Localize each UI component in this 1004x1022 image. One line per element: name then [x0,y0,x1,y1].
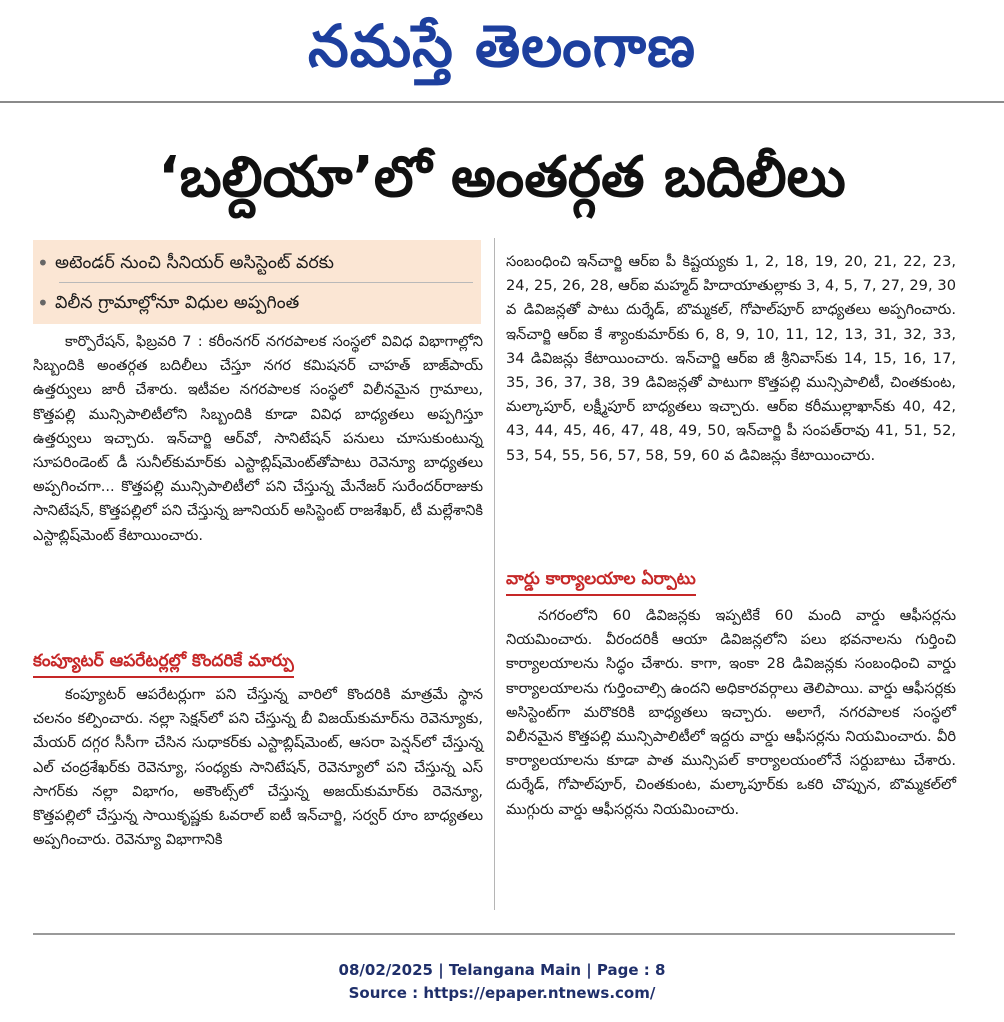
body-column-right-bottom [506,604,956,822]
body-paragraph: కంప్యూటర్ ఆపరేటర్లుగా పని చేస్తున్న వారిలో కొందరికి మాత్రమే స్థాన చలనం కల్పించారు. నల్లా సెక్షన్‌లో పని చేస్తున్న బీ విజయ్‌కుమార్‌ను రెవెన్యూకు, మేయర్ దగ్గర సీసీగా చేసిన సుధాకర్‌కు ఎస్టాబ్లిష్‌మెంట్, ఆసరా పెన్షన్‌లో చేస్తున్న ఎల్ చంద్రశేఖర్‌కు రెవెన్యూ, సంధ్యకు సానిటేషన్, రెవెన్యూలో పని చేస్తున్న ఎస్ సాగర్‌కు నల్లా విభాగం, అకౌంట్స్‌లో చేస్తున్న అజయ్‌కుమార్‌కు రెవెన్యూ, కొత్తపల్లిలో చేస్తున్న సాయికృష్ణకు ఓవరాల్ ఐటీ ఇన్‌చార్జి, సర్వర్ రూం బాధ్యతలు అప్పగించారు. రెవెన్యూ విభాగానికి [33,686,483,849]
highlight-text: విలీన గ్రామాల్లోనూ విధుల అప్పగింత [55,293,300,313]
column-divider [494,238,495,910]
highlights-box [33,240,481,324]
bullet-icon: • [37,251,49,275]
bullet-icon: • [37,291,49,315]
masthead [0,0,1004,96]
newspaper-logo: నమస్తే తెలంగాణ [308,12,696,80]
body-column-left-bottom [33,683,483,852]
footer-divider [33,933,955,935]
subheading-ward-offices: వార్డు కార్యాలయాల ఏర్పాటు [506,564,696,596]
highlight-text: అటెండర్ నుంచి సీనియర్ అసిస్టెంట్ వరకు [55,253,334,273]
body-paragraph: నగరంలోని 60 డివిజన్లకు ఇప్పటికే 60 మంది వార్డు ఆఫీసర్లను నియమించారు. వీరందరికీ ఆయా డివిజన్లలోని పలు భవనాలను గుర్తించి కార్యాలయాలను సిద్ధం చేశారు. కాగా, ఇంకా 28 డివిజన్లకు సంబంధించి వార్డు కార్యాలయాలను గుర్తించాల్సి ఉందని అధికారవర్గాలు తెలిపాయి. వార్డు ఆఫీసర్లకు అసిస్టెంట్‌గా మరొకరికి బాధ్యతలు ఇచ్చారు. అలాగే, నగరపాలక సంస్థలో విలీనమైన కొత్తపల్లి మున్సిపాలిటీలో ఇద్దరు వార్డు ఆఫీసర్లను నియమించారు. వీరి కార్యాలయాలను కూడా పాత మున్సిపల్ కార్యాలయంలోనే సర్దుబాటు చేశారు. దుర్శేడ్, గోపాల్‌పూర్, చింతకుంట, మల్కాపూర్‌కు ఒకరి చొప్పున, బొమ్మకల్‌లో ముగ్గురు వార్డు ఆఫీసర్లను నియమించారు. [506,607,956,818]
highlight-item [33,283,481,323]
masthead-divider [0,101,1004,103]
subheading-computer-operators: కంప్యూటర్ ఆపరేటర్లల్లో కొందరికే మార్పు [33,646,294,678]
body-column-right-top [506,250,956,468]
source-link[interactable]: Source : https://epaper.ntnews.com/ [348,984,656,1002]
edition-info: 08/02/2025 | Telangana Main | Page : 8 [338,961,666,979]
body-column-left-top [33,330,483,548]
body-paragraph: కార్పొరేషన్, ఫిబ్రవరి 7 : కరీంనగర్ నగరపాలక సంస్థలో వివిధ విభాగాల్లోని సిబ్బందికి అంతర్గత బదిలీలు చేస్తూ నగర కమిషనర్ చాహత్ బాజ్‌పాయ్ ఉత్తర్వులు జారీ చేశారు. ఇటీవల నగరపాలక సంస్థలో విలీనమైన గ్రామాలు, కొత్తపల్లి మున్సిపాలిటీలోని సిబ్బందికి కూడా వివిధ బాధ్యతలు అప్పగిస్తూ ఉత్తర్వులు ఇచ్చారు. ఇన్‌చార్జి ఆర్‌వో, సానిటేషన్ పనులు చూసుకుంటున్న సూపరిండెంట్ డీ సునీల్‌కుమార్‌కు ఎస్టాబ్లిష్‌మెంట్‌తోపాటు రెవెన్యూ బాధ్యతలు అప్పగించగా... కొత్తపల్లి మున్సిపాలిటీలో పని చేస్తున్న మేనేజర్ సురేందర్‌రాజుకు సానిటేషన్, కొత్తపల్లిలో పని చేస్తున్న జూనియర్ అసిస్టెంట్ రాజశేఖర్, టీ మల్లేశానికి ఎస్టాబ్లిష్‌మెంట్ కేటాయించారు. [33,333,483,544]
highlight-item [33,243,481,283]
body-paragraph: సంబంధించి ఇన్‌చార్జి ఆర్‌ఐ పీ కిష్టయ్యకు 1, 2, 18, 19, 20, 21, 22, 23, 24, 25, 26, 28, ఆర్‌ఐ మహ్మద్ హిదాయాతుల్లాకు 3, 4, 5, 7, 27, 29, 30 వ డివిజన్లతో పాటు దుర్శేడ్, బొమ్మకల్, గోపాల్‌పూర్ బాధ్యతలు అప్పగించారు. ఇన్‌చార్జి ఆర్‌ఐ కే శ్యాంకుమార్‌కు 6, 8, 9, 10, 11, 12, 13, 31, 32, 33, 34 డివిజన్లు కేటాయించారు. ఇన్‌చార్జి ఆర్‌ఐ జీ శ్రీనివాస్‌కు 14, 15, 16, 17, 35, 36, 37, 38, 39 డివిజన్లతో పాటుగా కొత్తపల్లి మున్సిపాలిటీ, చింతకుంట, మల్కాపూర్, లక్ష్మీపూర్ బాధ్యతలు ఇచ్చారు. ఆర్‌ఐ కరీముల్లాఖాన్‌కు 40, 42, 43, 44, 45, 46, 47, 48, 49, 50, ఇన్‌చార్జి పీ సంపత్‌రావు 41, 51, 52, 53, 54, 55, 56, 57, 58, 59, 60 వ డివిజన్లు కేటాయించారు. [506,253,956,464]
article-headline: ‘బల్దియా’లో అంతర్గత బదిలీలు [158,145,846,210]
